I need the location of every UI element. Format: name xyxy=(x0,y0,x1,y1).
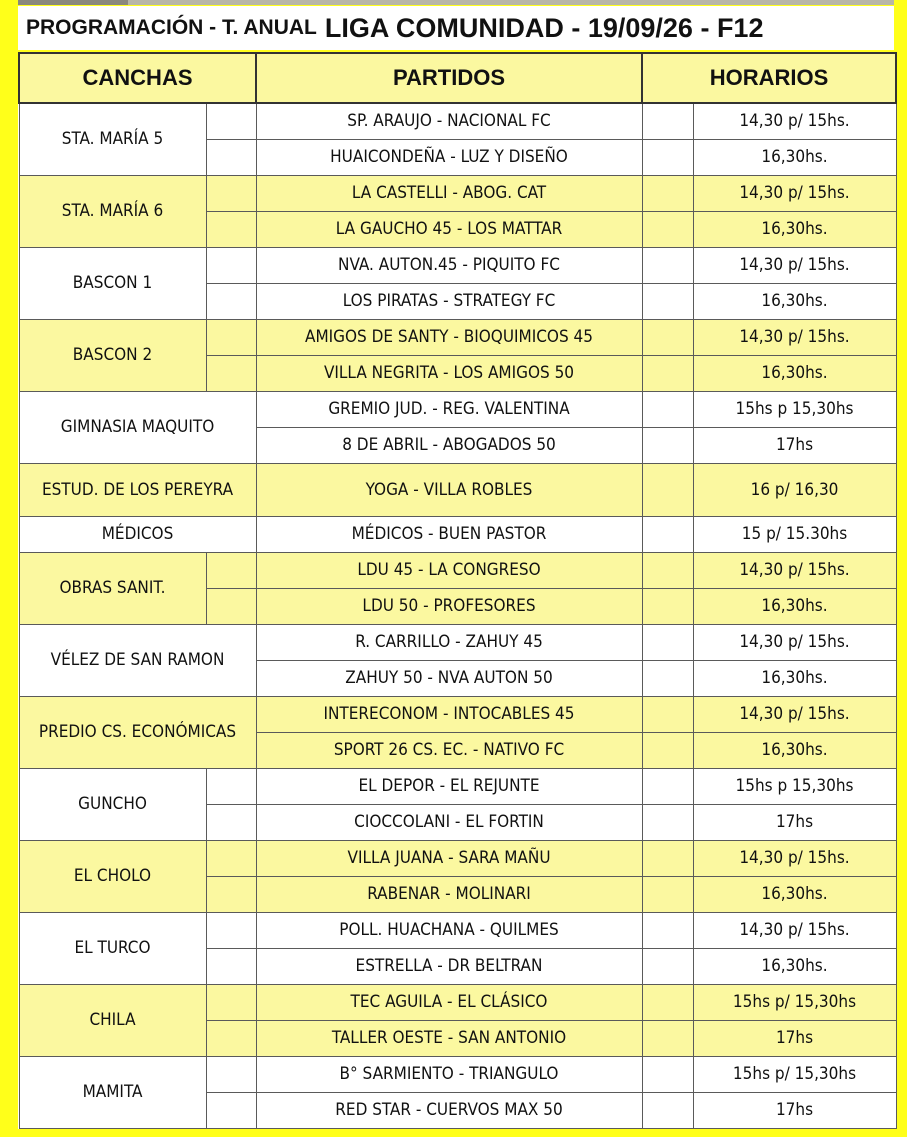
cancha-cell: STA. MARÍA 5 xyxy=(19,103,206,175)
blank-cell xyxy=(206,768,256,804)
blank-cell xyxy=(206,876,256,912)
partido-cell: ESTRELLA - DR BELTRAN xyxy=(256,948,642,984)
horario-cell: 16,30hs. xyxy=(693,948,896,984)
blank-cell xyxy=(642,211,693,247)
table-header-row xyxy=(19,53,896,103)
horario-cell: 16,30hs. xyxy=(693,588,896,624)
table-row xyxy=(19,696,896,732)
horario-cell: 15hs p 15,30hs xyxy=(693,768,896,804)
partido-cell: VILLA JUANA - SARA MAÑU xyxy=(256,840,642,876)
partido-cell: R. CARRILLO - ZAHUY 45 xyxy=(256,624,642,660)
blank-cell xyxy=(206,355,256,391)
blank-cell xyxy=(206,139,256,175)
horario-cell: 17hs xyxy=(693,804,896,840)
horario-cell: 16,30hs. xyxy=(693,211,896,247)
blank-cell xyxy=(206,912,256,948)
header-horarios: HORARIOS xyxy=(642,53,896,103)
horario-cell: 16,30hs. xyxy=(693,732,896,768)
blank-cell xyxy=(642,139,693,175)
blank-cell xyxy=(642,283,693,319)
partido-cell: NVA. AUTON.45 - PIQUITO FC xyxy=(256,247,642,283)
blank-cell xyxy=(206,984,256,1020)
cancha-cell: GUNCHO xyxy=(19,768,206,840)
horario-cell: 16,30hs. xyxy=(693,355,896,391)
horario-cell: 16,30hs. xyxy=(693,660,896,696)
partido-cell: INTERECONOM - INTOCABLES 45 xyxy=(256,696,642,732)
horario-cell: 16,30hs. xyxy=(693,283,896,319)
horario-cell: 17hs xyxy=(693,427,896,463)
blank-cell xyxy=(642,463,693,516)
title-main: LIGA COMUNIDAD - 19/09/26 - F12 xyxy=(324,12,764,43)
title-prefix: PROGRAMACIÓN - T. ANUAL xyxy=(26,16,317,39)
horario-cell: 14,30 p/ 15hs. xyxy=(693,319,896,355)
blank-cell xyxy=(206,1056,256,1092)
blank-cell xyxy=(206,103,256,139)
blank-cell xyxy=(642,948,693,984)
blank-cell xyxy=(642,319,693,355)
horario-cell: 14,30 p/ 15hs. xyxy=(693,912,896,948)
partido-cell: VILLA NEGRITA - LOS AMIGOS 50 xyxy=(256,355,642,391)
cancha-cell: MÉDICOS xyxy=(19,516,256,552)
cancha-cell: ESTUD. DE LOS PEREYRA xyxy=(19,463,256,516)
horario-cell: 14,30 p/ 15hs. xyxy=(693,103,896,139)
partido-cell: SP. ARAUJO - NACIONAL FC xyxy=(256,103,642,139)
table-row xyxy=(19,247,896,283)
partido-cell: 8 DE ABRIL - ABOGADOS 50 xyxy=(256,427,642,463)
blank-cell xyxy=(642,984,693,1020)
blank-cell xyxy=(642,588,693,624)
table-row xyxy=(19,391,896,427)
blank-cell xyxy=(642,840,693,876)
partido-cell: EL DEPOR - EL REJUNTE xyxy=(256,768,642,804)
partido-cell: POLL. HUACHANA - QUILMES xyxy=(256,912,642,948)
table-row xyxy=(19,912,896,948)
horario-cell: 15hs p/ 15,30hs xyxy=(693,1056,896,1092)
partido-cell: LOS PIRATAS - STRATEGY FC xyxy=(256,283,642,319)
blank-cell xyxy=(206,1020,256,1056)
horario-cell: 14,30 p/ 15hs. xyxy=(693,840,896,876)
partido-cell: HUAICONDEÑA - LUZ Y DISEÑO xyxy=(256,139,642,175)
blank-cell xyxy=(642,103,693,139)
blank-cell xyxy=(642,876,693,912)
partido-cell: TEC AGUILA - EL CLÁSICO xyxy=(256,984,642,1020)
blank-cell xyxy=(206,552,256,588)
table-row xyxy=(19,463,896,516)
top-decorative-strip xyxy=(18,0,894,5)
blank-cell xyxy=(642,391,693,427)
blank-cell xyxy=(642,804,693,840)
partido-cell: RED STAR - CUERVOS MAX 50 xyxy=(256,1092,642,1128)
header-partidos: PARTIDOS xyxy=(256,53,642,103)
horario-cell: 17hs xyxy=(693,1020,896,1056)
partido-cell: B° SARMIENTO - TRIANGULO xyxy=(256,1056,642,1092)
table-row xyxy=(19,984,896,1020)
blank-cell xyxy=(206,175,256,211)
cancha-cell: BASCON 2 xyxy=(19,319,206,391)
partido-cell: SPORT 26 CS. EC. - NATIVO FC xyxy=(256,732,642,768)
cancha-cell: MAMITA xyxy=(19,1056,206,1128)
table-row xyxy=(19,103,896,139)
blank-cell xyxy=(642,624,693,660)
blank-cell xyxy=(642,1056,693,1092)
page-title xyxy=(18,6,894,50)
blank-cell xyxy=(642,427,693,463)
blank-cell xyxy=(642,732,693,768)
cancha-cell: CHILA xyxy=(19,984,206,1056)
blank-cell xyxy=(642,355,693,391)
horario-cell: 15hs p/ 15,30hs xyxy=(693,984,896,1020)
table-row xyxy=(19,175,896,211)
horario-cell: 15hs p 15,30hs xyxy=(693,391,896,427)
partido-cell: LA CASTELLI - ABOG. CAT xyxy=(256,175,642,211)
blank-cell xyxy=(642,912,693,948)
horario-cell: 14,30 p/ 15hs. xyxy=(693,552,896,588)
header-canchas: CANCHAS xyxy=(19,53,256,103)
horario-cell: 16,30hs. xyxy=(693,139,896,175)
partido-cell: RABENAR - MOLINARI xyxy=(256,876,642,912)
table-row xyxy=(19,840,896,876)
table-row xyxy=(19,516,896,552)
horario-cell: 14,30 p/ 15hs. xyxy=(693,624,896,660)
table-row xyxy=(19,1056,896,1092)
partido-cell: CIOCCOLANI - EL FORTIN xyxy=(256,804,642,840)
partido-cell: AMIGOS DE SANTY - BIOQUIMICOS 45 xyxy=(256,319,642,355)
blank-cell xyxy=(642,175,693,211)
blank-cell xyxy=(206,283,256,319)
blank-cell xyxy=(642,552,693,588)
horario-cell: 14,30 p/ 15hs. xyxy=(693,696,896,732)
blank-cell xyxy=(206,1092,256,1128)
cancha-cell: PREDIO CS. ECONÓMICAS xyxy=(19,696,256,768)
blank-cell xyxy=(642,1020,693,1056)
partido-cell: MÉDICOS - BUEN PASTOR xyxy=(256,516,642,552)
table-row xyxy=(19,552,896,588)
blank-cell xyxy=(206,840,256,876)
horario-cell: 16,30hs. xyxy=(693,876,896,912)
partido-cell: ZAHUY 50 - NVA AUTON 50 xyxy=(256,660,642,696)
cancha-cell: EL CHOLO xyxy=(19,840,206,912)
horario-cell: 17hs xyxy=(693,1092,896,1128)
blank-cell xyxy=(206,319,256,355)
partido-cell: GREMIO JUD. - REG. VALENTINA xyxy=(256,391,642,427)
partido-cell: LA GAUCHO 45 - LOS MATTAR xyxy=(256,211,642,247)
table-row xyxy=(19,319,896,355)
blank-cell xyxy=(642,768,693,804)
blank-cell xyxy=(642,1092,693,1128)
blank-cell xyxy=(206,948,256,984)
blank-cell xyxy=(206,588,256,624)
horario-cell: 15 p/ 15.30hs xyxy=(693,516,896,552)
table-row xyxy=(19,768,896,804)
horario-cell: 16 p/ 16,30 xyxy=(693,463,896,516)
blank-cell xyxy=(642,660,693,696)
cancha-cell: BASCON 1 xyxy=(19,247,206,319)
horario-cell: 14,30 p/ 15hs. xyxy=(693,247,896,283)
horario-cell: 14,30 p/ 15hs. xyxy=(693,175,896,211)
blank-cell xyxy=(206,247,256,283)
cancha-cell: VÉLEZ DE SAN RAMON xyxy=(19,624,256,696)
cancha-cell: EL TURCO xyxy=(19,912,206,984)
cancha-cell: OBRAS SANIT. xyxy=(19,552,206,624)
partido-cell: TALLER OESTE - SAN ANTONIO xyxy=(256,1020,642,1056)
blank-cell xyxy=(642,247,693,283)
table-row xyxy=(19,624,896,660)
blank-cell xyxy=(206,804,256,840)
blank-cell xyxy=(642,516,693,552)
schedule-table xyxy=(18,52,897,1129)
partido-cell: LDU 50 - PROFESORES xyxy=(256,588,642,624)
blank-cell xyxy=(206,211,256,247)
cancha-cell: GIMNASIA MAQUITO xyxy=(19,391,256,463)
blank-cell xyxy=(642,696,693,732)
partido-cell: YOGA - VILLA ROBLES xyxy=(256,463,642,516)
partido-cell: LDU 45 - LA CONGRESO xyxy=(256,552,642,588)
cancha-cell: STA. MARÍA 6 xyxy=(19,175,206,247)
